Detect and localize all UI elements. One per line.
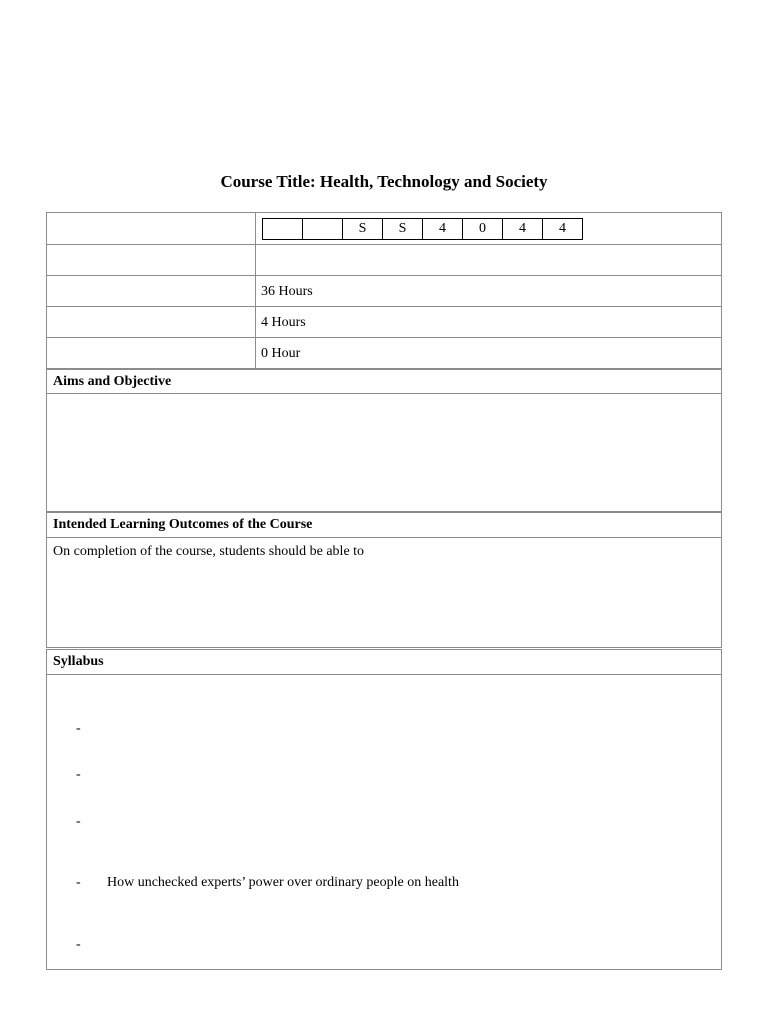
code-char: 4 — [542, 219, 582, 239]
table-row — [47, 244, 721, 276]
label-cell — [47, 307, 256, 338]
syllabus-heading: Syllabus — [46, 649, 722, 675]
lecture-hours: 36 Hours — [261, 283, 313, 299]
code-char: 4 — [502, 219, 542, 239]
course-info-table — [46, 212, 722, 369]
syllabus-dash: - — [76, 875, 81, 890]
course-title: Course Title: Health, Technology and Society — [220, 172, 548, 191]
code-char: 4 — [422, 219, 462, 239]
aims-heading: Aims and Objective — [46, 369, 722, 394]
table-row — [47, 275, 721, 307]
syllabus-dash: - — [76, 814, 81, 829]
outcomes-heading: Intended Learning Outcomes of the Course — [46, 512, 722, 538]
lab-hours: 0 Hour — [261, 345, 301, 361]
code-char — [263, 219, 302, 239]
label-cell — [47, 213, 256, 244]
table-row — [47, 337, 721, 369]
code-char: S — [382, 219, 422, 239]
label-cell — [47, 338, 256, 369]
label-cell — [47, 245, 256, 276]
syllabus-dash: - — [76, 937, 81, 952]
code-char — [302, 219, 342, 239]
table-row — [47, 306, 721, 338]
syllabus-body — [46, 675, 722, 970]
code-char: 0 — [462, 219, 502, 239]
syllabus-item-text: How unchecked experts’ power over ordinary people on health — [107, 875, 459, 890]
value-cell — [261, 245, 721, 276]
syllabus-dash: - — [76, 767, 81, 782]
table-row — [47, 213, 721, 244]
label-cell — [47, 276, 256, 307]
code-char: S — [342, 219, 382, 239]
outcomes-intro: On completion of the course, students should be able to — [53, 544, 365, 559]
syllabus-dash: - — [76, 721, 81, 736]
course-code-boxes — [262, 218, 583, 240]
outcomes-body — [46, 538, 722, 648]
aims-body — [46, 394, 722, 512]
tutorial-hours: 4 Hours — [261, 314, 306, 330]
